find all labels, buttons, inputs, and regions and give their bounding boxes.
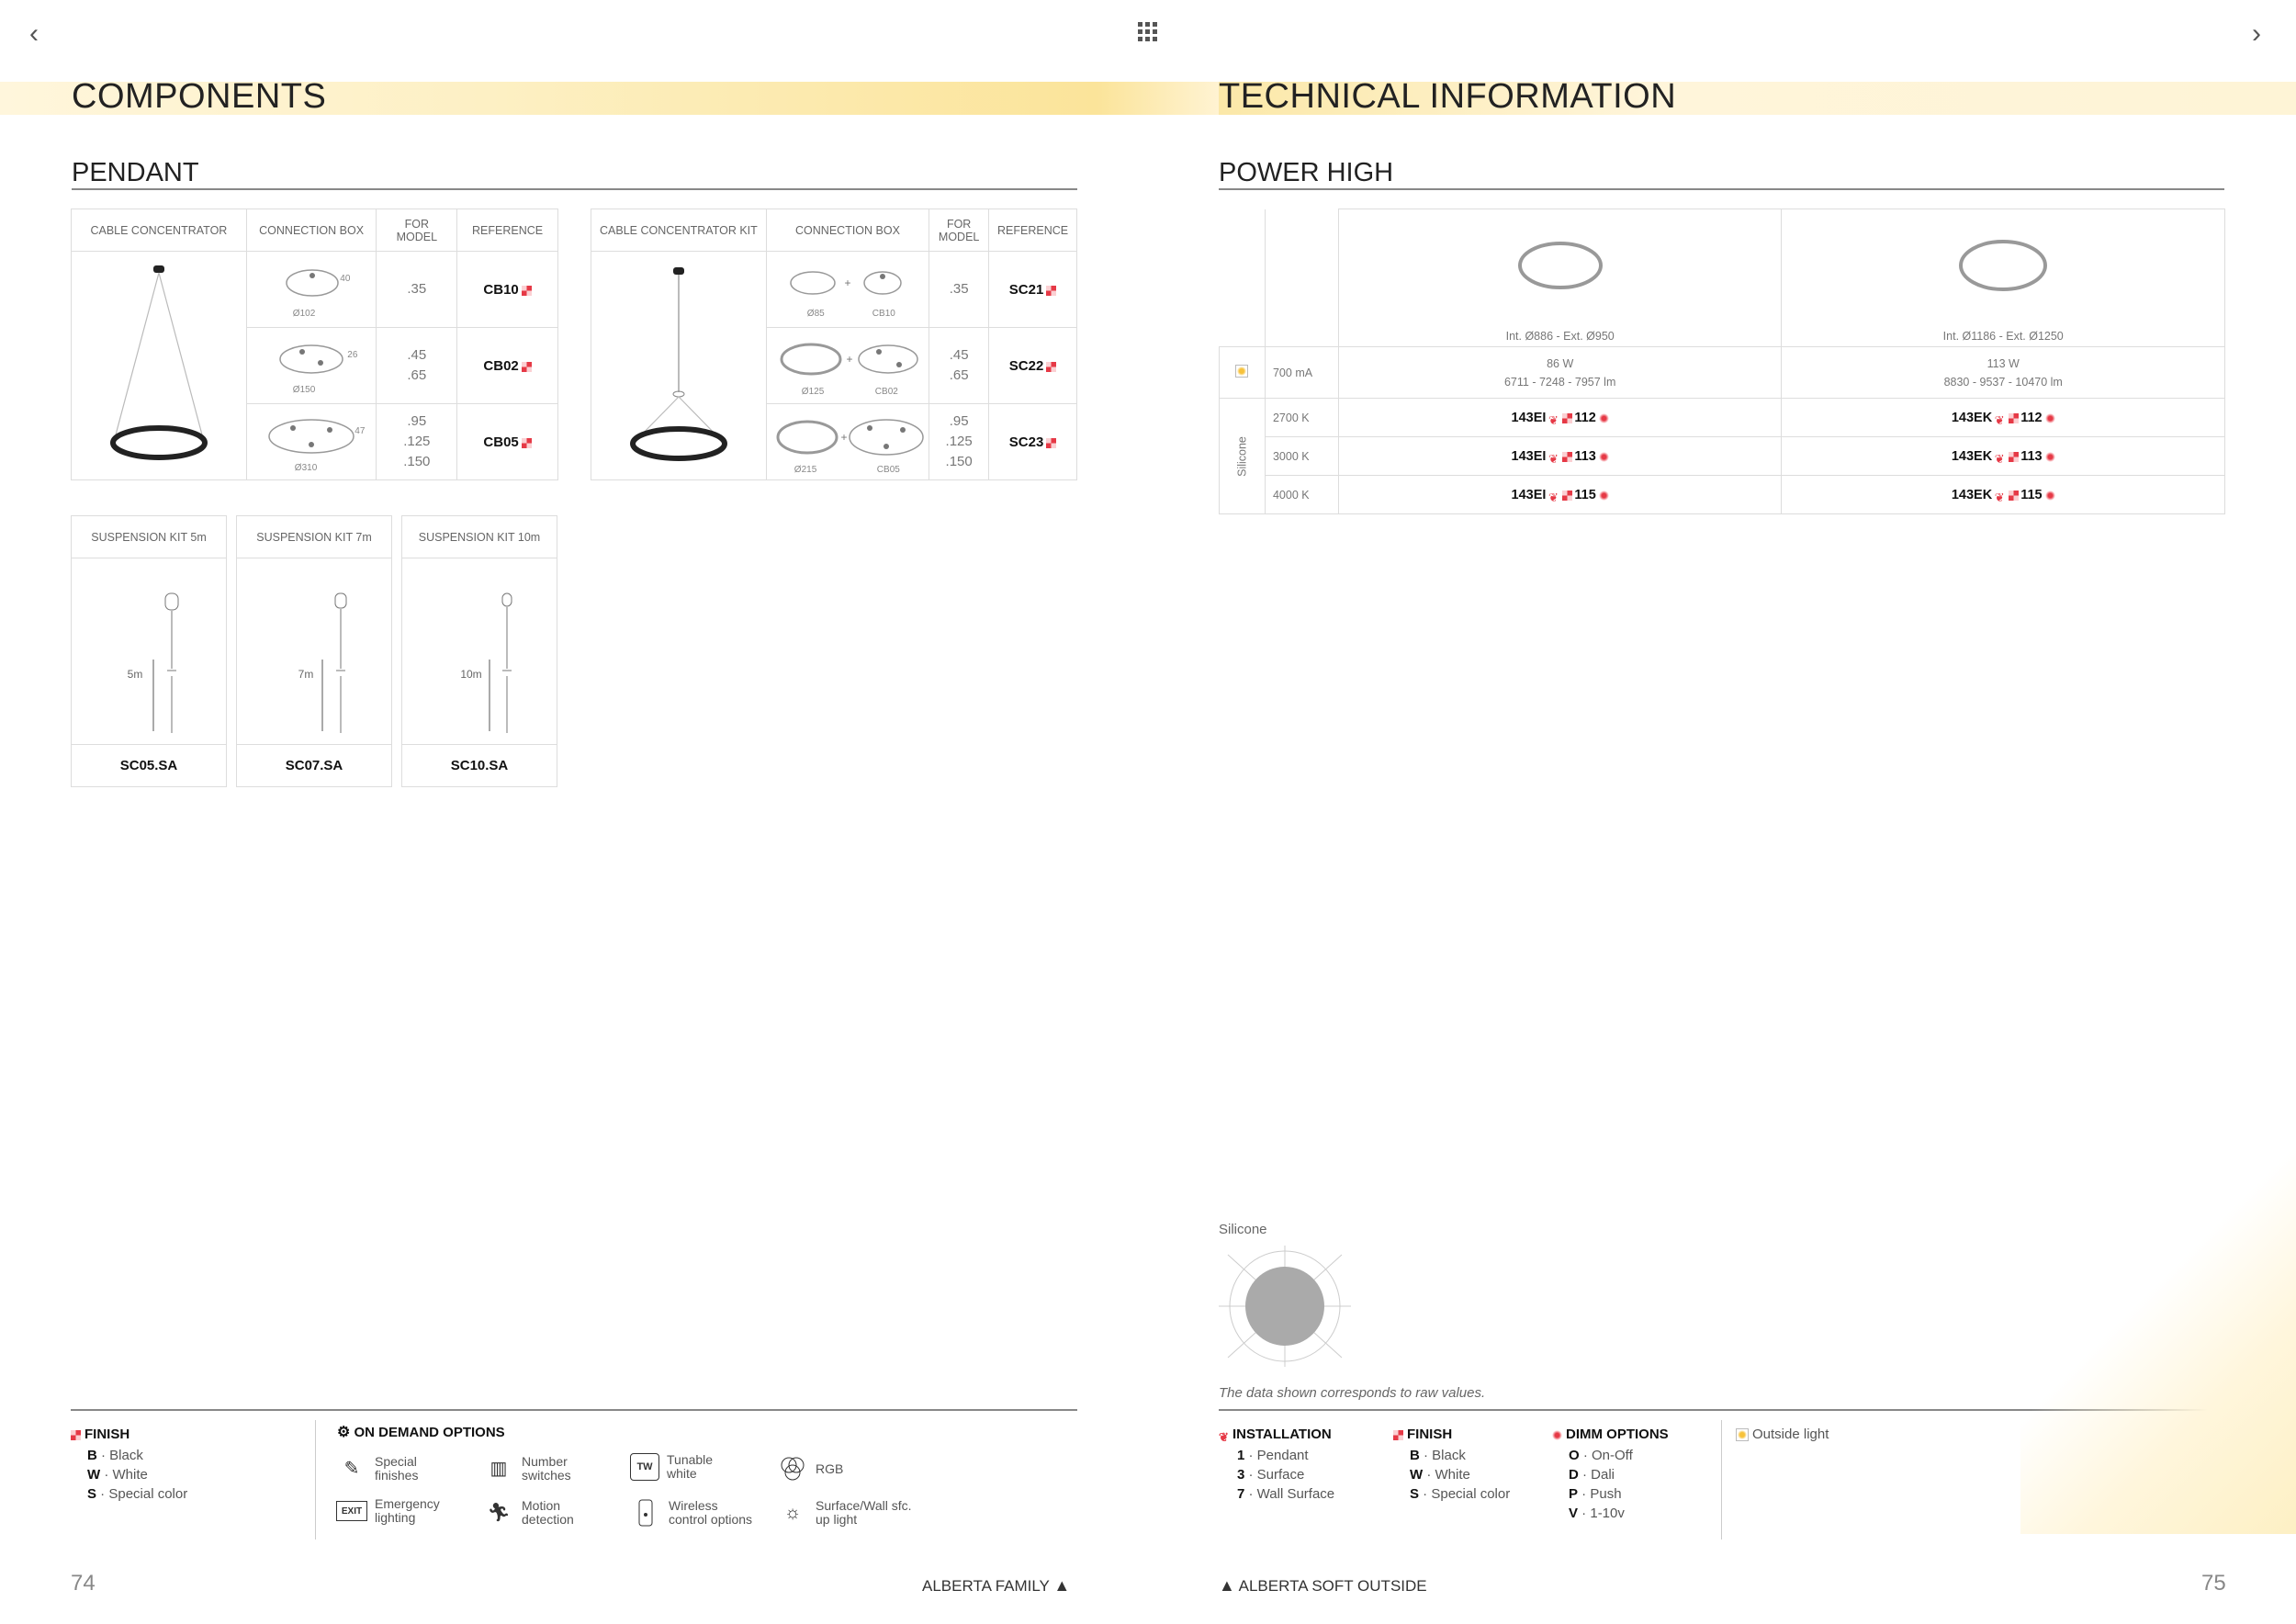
temp-cell: 2700 K [1265, 399, 1338, 437]
kit-title: SUSPENSION KIT 10m [402, 516, 557, 558]
data-note: The data shown corresponds to raw values. [1219, 1385, 1486, 1401]
left-section-title: COMPONENTS [72, 77, 327, 116]
col-header: CONNECTION BOX [766, 209, 929, 252]
connection-box-cell: + Ø85 CB10 [766, 252, 929, 328]
code-cell: 143EK ❦ 115 [1782, 476, 2225, 514]
exit-icon: EXIT [336, 1501, 367, 1521]
col-header: CABLE CONCENTRATOR [72, 209, 247, 252]
kit-image [402, 558, 557, 745]
col-header: REFERENCE [457, 209, 558, 252]
finish-icon [1046, 362, 1056, 372]
diffuser-cell: Silicone [1220, 399, 1266, 514]
cable-concentrator-image [72, 252, 247, 480]
logo-icon: ▲ [1053, 1576, 1071, 1595]
finish-legend: FINISH B · Black W · White S · Special color [71, 1427, 187, 1504]
rgb-icon [777, 1453, 808, 1484]
svg-text:5m: 5m [127, 667, 143, 681]
temp-cell: 3000 K [1265, 437, 1338, 476]
code-cell: 143EK ❦ 112 [1782, 399, 2225, 437]
code-cell: 143EI ❦ 112 [1338, 399, 1782, 437]
right-page-number: 75 [2201, 1571, 2226, 1596]
svg-text:+: + [846, 353, 853, 366]
light-type-icon [1220, 347, 1266, 399]
for-model-cell: .95 .125 .150 [929, 404, 989, 480]
right-subtitle: POWER HIGH [1219, 158, 2224, 190]
uplight-option: ☼ Surface/Wall sfc. up light [777, 1497, 912, 1528]
right-finish-legend: FINISH B · Black W · White S · Special color [1393, 1427, 1510, 1504]
outside-light-icon [1736, 1428, 1749, 1441]
rgb-option: RGB [777, 1453, 843, 1484]
col-header: CABLE CONCENTRATOR KIT [591, 209, 767, 252]
for-model-cell: .35 [929, 252, 989, 328]
suspension-kit-7m [236, 515, 392, 787]
model-col-950: Int. Ø886 - Ext. Ø950 [1338, 209, 1782, 347]
finish-icon [522, 362, 532, 372]
left-legend-divider [71, 1409, 1077, 1411]
uplight-icon: ☼ [783, 1502, 802, 1523]
for-model-cell: .95 .125 .150 [377, 404, 457, 480]
for-model-cell: .45 .65 [929, 328, 989, 404]
reference-cell: CB05 [457, 404, 558, 480]
connection-box-cell: 40 Ø102 [246, 252, 377, 328]
reference-cell: SC22 [989, 328, 1077, 404]
connection-box-cell: + Ø125 CB02 [766, 328, 929, 404]
for-model-cell: .35 [377, 252, 457, 328]
emergency-lighting-option: EXIT Emergency lighting [336, 1497, 440, 1525]
connection-box-cell: 26 Ø150 [246, 328, 377, 404]
motion-detection-option: 🏃︎ Motion detection [483, 1497, 574, 1528]
left-page-number: 74 [71, 1571, 96, 1596]
power-cell: 113 W 8830 - 9537 - 10470 lm [1782, 347, 2225, 399]
reference-cell: SC21 [989, 252, 1077, 328]
kit-reference: SC07.SA [237, 745, 392, 787]
finish-icon [1046, 438, 1056, 448]
tw-icon: TW [630, 1453, 659, 1481]
col-header: CONNECTION BOX [246, 209, 377, 252]
temp-cell: 4000 K [1265, 476, 1338, 514]
code-cell: 143EK ❦ 113 [1782, 437, 2225, 476]
kit-title: SUSPENSION KIT 7m [237, 516, 392, 558]
connection-box-cell: 47 Ø310 [246, 404, 377, 480]
for-model-cell: .45 .65 [377, 328, 457, 404]
cable-concentrator-kit-image [591, 252, 767, 480]
motion-icon: 🏃︎ [487, 1502, 511, 1523]
kit-reference: SC05.SA [72, 745, 227, 787]
tunable-white-option: TW Tunable white [630, 1453, 713, 1481]
connection-box-cell: + Ø215 CB05 [766, 404, 929, 480]
current-cell: 700 mA [1265, 347, 1338, 399]
left-subtitle: PENDANT [72, 158, 1077, 190]
power-cell: 86 W 6711 - 7248 - 7957 lm [1338, 347, 1782, 399]
right-brand: ▲ ALBERTA SOFT OUTSIDE [1219, 1576, 1427, 1595]
installation-legend: ❦ INSTALLATION 1 · Pendant 3 · Surface 7 · Wall Surface [1219, 1427, 1335, 1502]
wireless-control-option: Wireless control options [630, 1497, 752, 1528]
grid-icon[interactable] [1138, 22, 1158, 42]
suspension-kit-10m [401, 515, 557, 787]
switches-icon: ▥ [490, 1458, 508, 1479]
photometric-diagram [1219, 1246, 1351, 1367]
next-page-button[interactable]: › [2252, 18, 2261, 49]
pendant-components-table [71, 209, 558, 480]
outside-light-legend: Outside light [1736, 1427, 1829, 1442]
on-demand-title: ⚙ ON DEMAND OPTIONS [337, 1425, 505, 1440]
col-header: FOR MODEL [377, 209, 457, 252]
model-col-1250: Int. Ø1186 - Ext. Ø1250 [1782, 209, 2225, 347]
remote-icon [630, 1497, 661, 1528]
legend-separator [315, 1420, 316, 1539]
photometry-label: Silicone [1219, 1222, 1267, 1237]
dimm-legend: DIMM OPTIONS O · On-Off D · Dali P · Push V · 1-10v [1552, 1427, 1669, 1523]
svg-text:+: + [840, 431, 848, 444]
kit-image [237, 558, 392, 745]
finish-icon [522, 286, 532, 296]
finish-icon [522, 438, 532, 448]
finish-icon [1046, 286, 1056, 296]
tech-info-table [1219, 209, 2225, 514]
left-brand: ALBERTA FAMILY ▲ [922, 1576, 1071, 1595]
svg-text:10m: 10m [460, 667, 482, 681]
code-cell: 143EI ❦ 115 [1338, 476, 1782, 514]
right-section-title: TECHNICAL INFORMATION [1219, 77, 1677, 116]
kit-image [72, 558, 227, 745]
special-finishes-option: ✎ Special finishes [336, 1453, 418, 1484]
svg-text:7m: 7m [298, 667, 314, 681]
decorative-glow [2020, 1102, 2296, 1534]
code-cell: 143EI ❦ 113 [1338, 437, 1782, 476]
number-switches-option: ▥ Number switches [483, 1453, 571, 1484]
cable-kit-table [591, 209, 1077, 480]
suspension-kit-5m [71, 515, 227, 787]
reference-cell: CB10 [457, 252, 558, 328]
reference-cell: SC23 [989, 404, 1077, 480]
kit-reference: SC10.SA [402, 745, 557, 787]
palette-icon: ✎ [343, 1458, 360, 1479]
kit-title: SUSPENSION KIT 5m [72, 516, 227, 558]
logo-icon: ▲ [1219, 1576, 1235, 1595]
reference-cell: CB02 [457, 328, 558, 404]
col-header: REFERENCE [989, 209, 1077, 252]
svg-text:+: + [844, 276, 851, 289]
col-header: FOR MODEL [929, 209, 989, 252]
prev-page-button[interactable]: ‹ [29, 18, 39, 49]
legend-separator [1721, 1420, 1722, 1539]
